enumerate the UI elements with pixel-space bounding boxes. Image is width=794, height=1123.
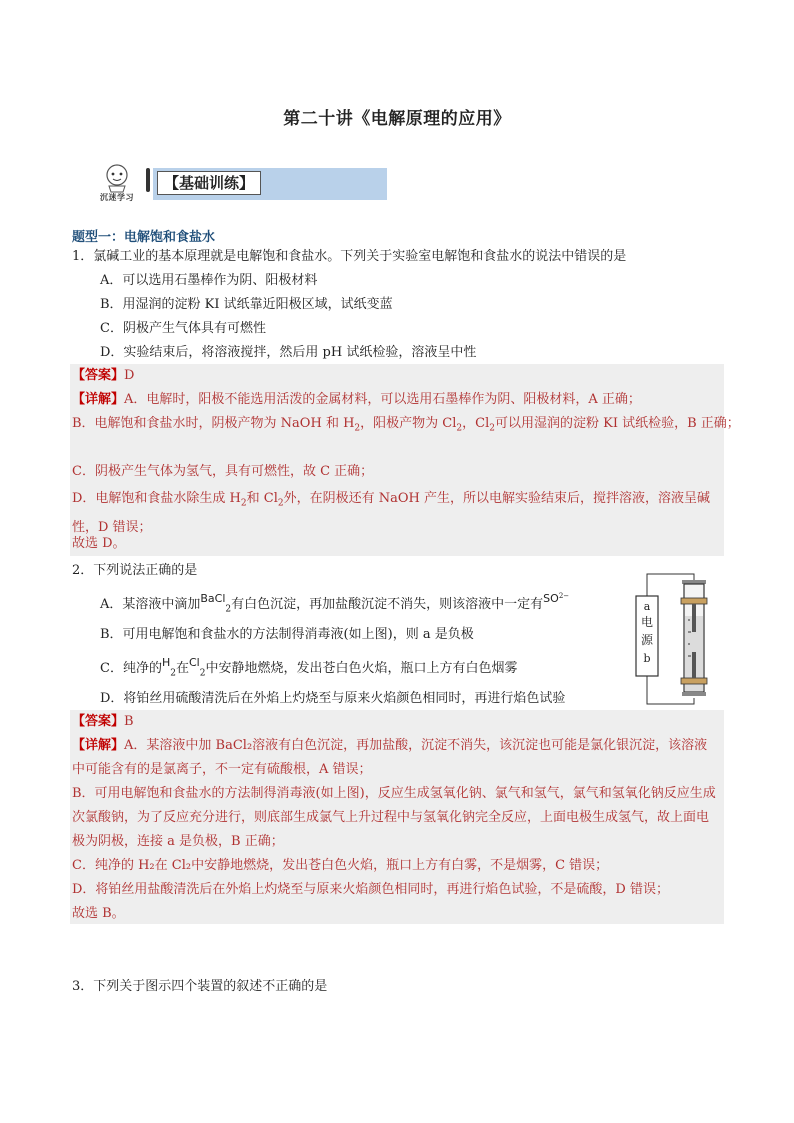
- q1-detail-d: D．电解饱和食盐水除生成 $H_2$和 $Cl_2$外，在阴极还有 NaOH 产生，所以电解实验结束后，搅拌溶液，溶液呈碱性，D 错误；: [72, 491, 711, 535]
- q2-option-c: C．纯净的$^H_2$在$^{Cl}_2$中安静地燃烧，发出苍白色火焰，瓶口上方有白色烟雾: [100, 656, 518, 679]
- q1-option-c: C．阴极产生气体具有可燃性: [100, 321, 266, 336]
- banner-box: [153, 168, 387, 200]
- q1-option-a: A．可以选用石墨棒作为阴、阳极材料: [100, 273, 318, 288]
- q1-detail-a: 【详解】A．电解时，阳极不能选用活泼的金属材料，可以选用石墨棒作为阴、阳极材料，A 正确；: [72, 392, 641, 407]
- detail-tag: 【详解】: [72, 392, 125, 407]
- banner-label: 【基础训练】: [157, 171, 261, 195]
- q1-detail-c: C．阴极产生气体为氢气，具有可燃性，故 C 正确；: [72, 464, 374, 479]
- svg-text:电: 电: [640, 615, 654, 629]
- question-1-stem: 1．氯碱工业的基本原理就是电解饱和食盐水。下列关于实验室电解饱和食盐水的说法中错误的是: [72, 249, 627, 264]
- answer-tag: 【答案】: [72, 368, 125, 383]
- answer-value: D: [124, 368, 135, 383]
- q2-answer: 【答案】B: [72, 714, 134, 729]
- pen-icon: [146, 168, 150, 192]
- question-3-stem: 3．下列关于图示四个装置的叙述不正确的是: [72, 979, 328, 994]
- q1-conclusion: 故选 D。: [72, 536, 126, 551]
- q1-option-b: B．用湿润的淀粉 KI 试纸靠近阳极区域，试纸变蓝: [100, 297, 393, 312]
- section-title: 题型一：电解饱和食盐水: [72, 230, 216, 245]
- q1-answer: [72, 367, 134, 385]
- electrolysis-apparatus-figure: [626, 570, 724, 710]
- q2-detail: 【详解】A．某溶液中加 BaCl₂溶液有白色沉淀，再加盐酸，沉淀不消失，该沉淀也可能是氯化银沉淀，该溶液中可能含有的是氯离子，不一定有硫酸根，A 错误； B．可用电解饱和食盐水的方法制得消毒液(如上图)，反应生成氢氧化钠、氯气和氢气，氯气和氢氧化钠反应生成次氯酸钠，为了反应充分进行，则底部生成氯气上升过程中与氢氧化钠完全反应，上面电极生成氢气，故上面电极为阴极，连接 a 是负极，B 正确； C．纯净的 H₂在 Cl₂中安静地燃烧，发出苍白色火焰，瓶口上方有白雾，不是烟雾，C 错误； D．将铂丝用盐酸清洗后在外焰上灼烧至与原来火焰颜色相同时，再进行焰色试验，不是硫酸，D 错误； 故选 B。: [72, 738, 716, 921]
- q2-option-d: D．将铂丝用硫酸清洗后在外焰上灼烧至与原来火焰颜色相同时，再进行焰色试验: [100, 691, 566, 706]
- q1-option-d: D．实验结束后，将溶液搅拌，然后用 pH 试纸检验，溶液呈中性: [100, 345, 477, 360]
- terminal-a-label: a: [643, 600, 651, 613]
- svg-text:源: 源: [640, 633, 654, 647]
- q2-option-b: B．可用电解饱和食盐水的方法制得消毒液(如上图)，则 a 是负极: [100, 627, 474, 642]
- q2-option-a: A．某溶液中滴加$^{BaCl}_2$有白色沉淀，再加盐酸沉淀不消失，则该溶液中一定有$^{SO2-}$: [100, 592, 570, 615]
- question-2-stem: 2．下列说法正确的是: [72, 563, 198, 578]
- q1-detail-b: B．电解饱和食盐水时，阴极产物为 NaOH 和 $H_2$，阳极产物为 $Cl_2$，$Cl_2$可以用湿润的淀粉 KI 试纸检验，B 正确；: [72, 416, 740, 434]
- page-title: 第二十讲《电解原理的应用》: [283, 109, 511, 129]
- terminal-b-label: b: [643, 652, 651, 665]
- banner-caption: 沉迷学习: [100, 193, 134, 202]
